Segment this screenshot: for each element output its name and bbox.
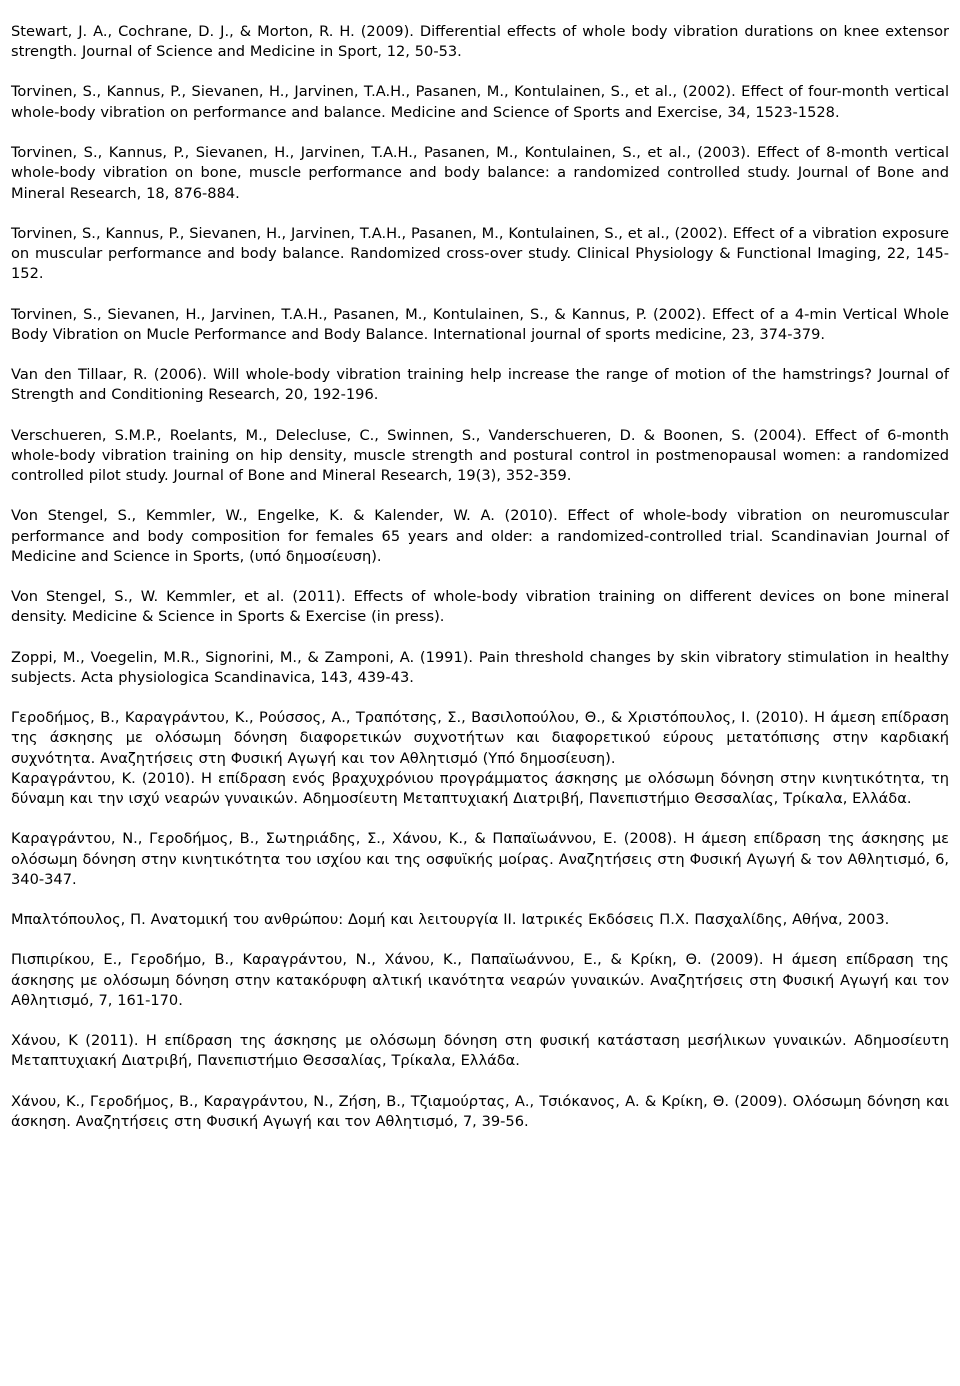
reference-entry: Χάνου, Κ (2011). Η επίδραση της άσκησης με ολόσωμη δόνηση στη φυσική κατάσταση μεσήλικων γυναικών. Αδημοσίευτη Μεταπτυχιακή Διατριβή, Πανεπιστήμιο Θεσσαλίας, Τρίκαλα, Ελλάδα. bbox=[11, 1032, 949, 1070]
reference-entry: Stewart, J. A., Cochrane, D. J., & Morton, R. H. (2009). Differential effects of whole body vibration durations on knee extensor strength. Journal of Science and Medicine in Sport, 12, 50-53. bbox=[11, 23, 949, 61]
reference-entry: Torvinen, S., Sievanen, H., Jarvinen, T.A.H., Pasanen, M., Kontulainen, S., & Kannus, P. (2002). Effect of a 4-min Vertical Whole Body Vibration on Mucle Performance and Body Balance. International journal of sports medicine, 23, 374-379. bbox=[11, 305, 949, 343]
reference-entry: Πισπιρίκου, Ε., Γεροδήμο, Β., Καραγράντου, Ν., Χάνου, Κ., Παπαϊωάννου, Ε., & Κρίκη, Θ. (2009). Η άμεση επίδραση της άσκησης με ολόσωμη δόνηση στην κατακόρυφη αλτική ικανότητα νεαρών γυναικών. Αναζητήσεις στη Φυσική Αγωγή και τον Αθλητισμό, 7, 161-170. bbox=[11, 951, 949, 1009]
reference-entry: Torvinen, S., Kannus, P., Sievanen, H., Jarvinen, T.A.H., Pasanen, M., Kontulainen, S., et al., (2003). Effect of 8-month vertical whole-body vibration on bone, muscle performance and body balance: a randomized controlled study. Journal of Bone and Mineral Research, 18, 876-884. bbox=[11, 143, 949, 202]
reference-entry: Καραγράντου, Ν., Γεροδήμος, Β., Σωτηριάδης, Σ., Χάνου, Κ., & Παπαϊωάννου, Ε. (2008). Η άμεση επίδραση της άσκησης με ολόσωμη δόνηση στην κινητικότητα του ισχίου και της οσφυϊκής μοίρας. Αναζητήσεις στη Φυσική Αγωγή & τον Αθλητισμό, 6, 340-347. bbox=[11, 830, 949, 888]
reference-entry: Zoppi, M., Voegelin, M.R., Signorini, M., & Zamponi, A. (1991). Pain threshold changes by skin vibratory stimulation in healthy subjects. Acta physiologica Scandinavica, 143, 439-43. bbox=[11, 648, 949, 686]
reference-entry: Γεροδήμος, Β., Καραγράντου, Κ., Ρούσσος, Α., Τραπότσης, Σ., Βασιλοπούλου, Θ., & Χριστόπουλος, Ι. (2010). Η άμεση επίδραση της άσκησης με ολόσωμη δόνηση διαφορετικών συχνοτήτων και διαφορετικού εύρους μετατόπισης στην καρδιακή συχνότητα. Αναζητήσεις στη Φυσική Αγωγή και τον Αθλητισμό (Υπό δημοσίευση). bbox=[11, 709, 949, 767]
reference-entry: Von Stengel, S., Kemmler, W., Engelke, K. & Kalender, W. A. (2010). Effect of whole-body vibration on neuromuscular performance and body composition for females 65 years and older: a randomized-controlled trial. Scandinavian Journal of Medicine and Science in Sports, (υπό δημοσίευση). bbox=[11, 507, 949, 565]
reference-entry: Van den Tillaar, R. (2006). Will whole-body vibration training help increase the range of motion of the hamstrings? Journal of Strength and Conditioning Research, 20, 192-196. bbox=[11, 366, 949, 404]
reference-entry: Μπαλτόπουλος, Π. Ανατομική του ανθρώπου: Δομή και λειτουργία ΙΙ. Ιατρικές Εκδόσεις Π.Χ. Πασχαλίδης, Αθήνα, 2003. bbox=[11, 911, 890, 929]
reference-entry: Torvinen, S., Kannus, P., Sievanen, H., Jarvinen, T.A.H., Pasanen, M., Kontulainen, S., et al., (2002). Effect of four-month vertical whole-body vibration on performance and balance. Medicine and Science of Sports and Exercise, 34, 1523-1528. bbox=[11, 83, 949, 121]
reference-entry: Verschueren, S.M.P., Roelants, M., Delecluse, C., Swinnen, S., Vanderschueren, D. & Boonen, S. (2004). Effect of 6-month whole-body vibration training on hip density, muscle strength and postural control in postmenopausal women: a randomized controlled pilot study. Journal of Bone and Mineral Research, 19(3), 352-359. bbox=[11, 426, 949, 485]
reference-list bbox=[11, 22, 949, 1152]
reference-entry: Χάνου, Κ., Γεροδήμος, Β., Καραγράντου, Ν., Ζήση, Β., Τζιαμούρτας, Α., Τσιόκανος, Α. & Κρίκη, Θ. (2009). Ολόσωμη δόνηση και άσκηση. Αναζητήσεις στη Φυσική Αγωγή και τον Αθλητισμό, 7, 39-56. bbox=[11, 1092, 949, 1130]
reference-entry: Von Stengel, S., W. Kemmler, et al. (2011). Effects of whole-body vibration training on different devices on bone mineral density. Medicine & Science in Sports & Exercise (in press). bbox=[11, 588, 949, 626]
reference-entry: Καραγράντου, Κ. (2010). Η επίδραση ενός βραχυχρόνιου προγράμματος άσκησης με ολόσωμη δόνηση στην κινητικότητα, τη δύναμη και την ισχύ νεαρών γυναικών. Αδημοσίευτη Μεταπτυχιακή Διατριβή, Πανεπιστήμιο Θεσσαλίας, Τρίκαλα, Ελλάδα. bbox=[11, 769, 949, 808]
reference-entry: Torvinen, S., Kannus, P., Sievanen, H., Jarvinen, T.A.H., Pasanen, M., Kontulainen, S., et al., (2002). Effect of a vibration exposure on muscular performance and body balance. Randomized cross-over study. Clinical Physiology & Functional Imaging, 22, 145-152. bbox=[11, 224, 949, 283]
